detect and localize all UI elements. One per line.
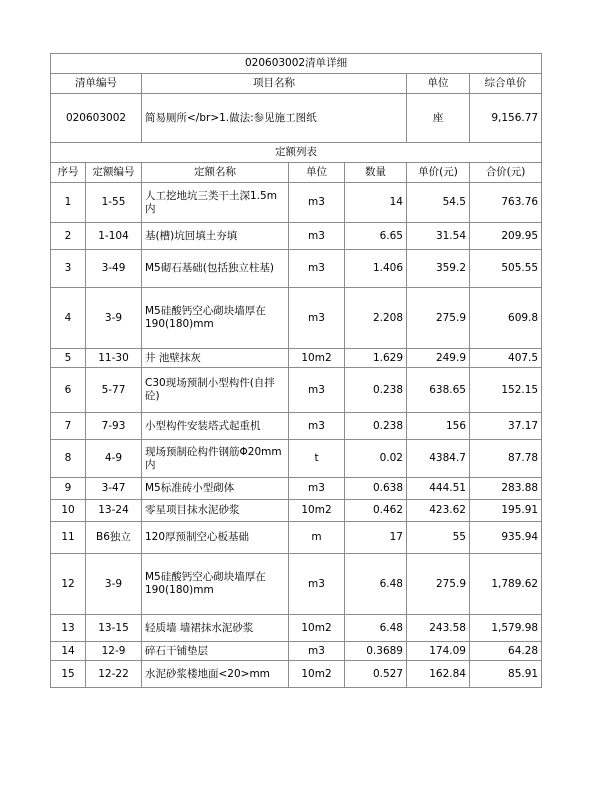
row-total: 152.15 [470,368,542,413]
row-unit-price: 275.9 [407,554,470,615]
row-code: 7-93 [86,413,142,440]
row-code: 12-22 [86,661,142,688]
table-row [51,368,542,413]
row-seq: 11 [51,522,86,554]
row-qty: 2.208 [345,288,407,349]
list-title-row [51,54,542,74]
list-header-price: 综合单价 [470,74,542,94]
row-unit: m3 [289,554,345,615]
row-name: 现场预制砼构件钢筋Φ20mm内 [142,440,289,478]
table-row [51,183,542,223]
quota-header-unit: 单位 [289,163,345,183]
row-qty: 6.65 [345,223,407,250]
row-name: M5硅酸钙空心砌块墙厚在190(180)mm [142,554,289,615]
list-item-price: 9,156.77 [470,94,542,143]
row-unit-price: 174.09 [407,642,470,661]
quota-header-row [51,163,542,183]
row-unit-price: 162.84 [407,661,470,688]
row-name: 井 池壁抹灰 [142,349,289,368]
row-unit-price: 359.2 [407,250,470,288]
table-row [51,349,542,368]
row-qty: 0.462 [345,500,407,522]
table-row [51,615,542,642]
row-total: 505.55 [470,250,542,288]
row-name: 基(槽)坑回填土夯填 [142,223,289,250]
row-seq: 4 [51,288,86,349]
quota-header-seq: 序号 [51,163,86,183]
row-code: 13-15 [86,615,142,642]
row-unit: m3 [289,288,345,349]
row-unit-price: 638.65 [407,368,470,413]
row-seq: 1 [51,183,86,223]
table-row [51,642,542,661]
row-qty: 0.02 [345,440,407,478]
list-header-name: 项目名称 [142,74,407,94]
row-total: 1,579.98 [470,615,542,642]
row-qty: 6.48 [345,554,407,615]
row-code: 11-30 [86,349,142,368]
row-name: 人工挖地坑三类干土深1.5m内 [142,183,289,223]
row-unit-price: 31.54 [407,223,470,250]
row-seq: 8 [51,440,86,478]
row-seq: 7 [51,413,86,440]
quota-title-row [51,143,542,163]
row-unit: m3 [289,183,345,223]
row-qty: 0.3689 [345,642,407,661]
row-unit: m3 [289,368,345,413]
row-unit: 10m2 [289,349,345,368]
list-item-code: 020603002 [51,94,142,143]
row-seq: 2 [51,223,86,250]
row-unit-price: 243.58 [407,615,470,642]
row-unit: 10m2 [289,500,345,522]
row-code: 1-55 [86,183,142,223]
list-item-row [51,94,542,143]
row-total: 87.78 [470,440,542,478]
row-unit-price: 55 [407,522,470,554]
row-name: M5砌石基础(包括独立柱基) [142,250,289,288]
list-header-row [51,74,542,94]
row-total: 763.76 [470,183,542,223]
quota-header-qty: 数量 [345,163,407,183]
list-item-unit: 座 [407,94,470,143]
row-name: 碎石干铺垫层 [142,642,289,661]
table-row [51,250,542,288]
table-row [51,413,542,440]
row-seq: 15 [51,661,86,688]
row-qty: 0.527 [345,661,407,688]
table-row [51,478,542,500]
row-seq: 12 [51,554,86,615]
row-total: 935.94 [470,522,542,554]
quota-header-name: 定额名称 [142,163,289,183]
row-total: 195.91 [470,500,542,522]
row-total: 1,789.62 [470,554,542,615]
table-row [51,500,542,522]
row-code: 12-9 [86,642,142,661]
row-code: 3-49 [86,250,142,288]
row-name: 轻质墙 墙裙抹水泥砂浆 [142,615,289,642]
row-qty: 14 [345,183,407,223]
row-total: 283.88 [470,478,542,500]
row-code: 3-9 [86,554,142,615]
row-name: 120厚预制空心板基础 [142,522,289,554]
row-code: 1-104 [86,223,142,250]
row-code: 13-24 [86,500,142,522]
row-qty: 6.48 [345,615,407,642]
list-header-unit: 单位 [407,74,470,94]
table-row [51,288,542,349]
row-total: 85.91 [470,661,542,688]
table-row [51,522,542,554]
list-item-name: 简易厕所</br>1.做法:参见施工图纸 [142,94,407,143]
quota-header-unit-price: 单价(元) [407,163,470,183]
table-row [51,554,542,615]
row-unit-price: 4384.7 [407,440,470,478]
row-qty: 1.629 [345,349,407,368]
row-unit-price: 156 [407,413,470,440]
row-code: 3-9 [86,288,142,349]
row-seq: 3 [51,250,86,288]
row-total: 209.95 [470,223,542,250]
quota-title: 定额列表 [51,143,542,163]
row-qty: 0.238 [345,368,407,413]
row-qty: 0.238 [345,413,407,440]
row-name: 小型构件安装塔式起重机 [142,413,289,440]
row-seq: 6 [51,368,86,413]
row-code: 5-77 [86,368,142,413]
row-unit-price: 444.51 [407,478,470,500]
row-code: 3-47 [86,478,142,500]
row-code: B6独立 [86,522,142,554]
row-unit: t [289,440,345,478]
row-name: M5标准砖小型砌体 [142,478,289,500]
row-total: 609.8 [470,288,542,349]
list-title: 020603002清单详细 [51,54,542,74]
row-unit: m3 [289,478,345,500]
quota-header-total: 合价(元) [470,163,542,183]
row-unit-price: 54.5 [407,183,470,223]
row-total: 37.17 [470,413,542,440]
row-name: 水泥砂浆楼地面<20>mm [142,661,289,688]
row-unit-price: 249.9 [407,349,470,368]
row-seq: 13 [51,615,86,642]
row-code: 4-9 [86,440,142,478]
row-unit: m3 [289,413,345,440]
bill-detail-table [50,53,542,688]
row-name: C30现场预制小型构件(自拌砼) [142,368,289,413]
table-row [51,440,542,478]
row-seq: 14 [51,642,86,661]
row-unit: 10m2 [289,661,345,688]
row-unit: m3 [289,250,345,288]
row-unit: 10m2 [289,615,345,642]
row-seq: 5 [51,349,86,368]
row-unit-price: 423.62 [407,500,470,522]
list-header-code: 清单编号 [51,74,142,94]
table-row [51,661,542,688]
row-total: 407.5 [470,349,542,368]
row-qty: 0.638 [345,478,407,500]
row-seq: 10 [51,500,86,522]
row-qty: 1.406 [345,250,407,288]
row-unit: m [289,522,345,554]
row-total: 64.28 [470,642,542,661]
table-row [51,223,542,250]
row-seq: 9 [51,478,86,500]
row-name: M5硅酸钙空心砌块墙厚在190(180)mm [142,288,289,349]
row-unit-price: 275.9 [407,288,470,349]
row-name: 零星项目抹水泥砂浆 [142,500,289,522]
row-unit: m3 [289,642,345,661]
row-qty: 17 [345,522,407,554]
quota-header-code: 定额编号 [86,163,142,183]
row-unit: m3 [289,223,345,250]
